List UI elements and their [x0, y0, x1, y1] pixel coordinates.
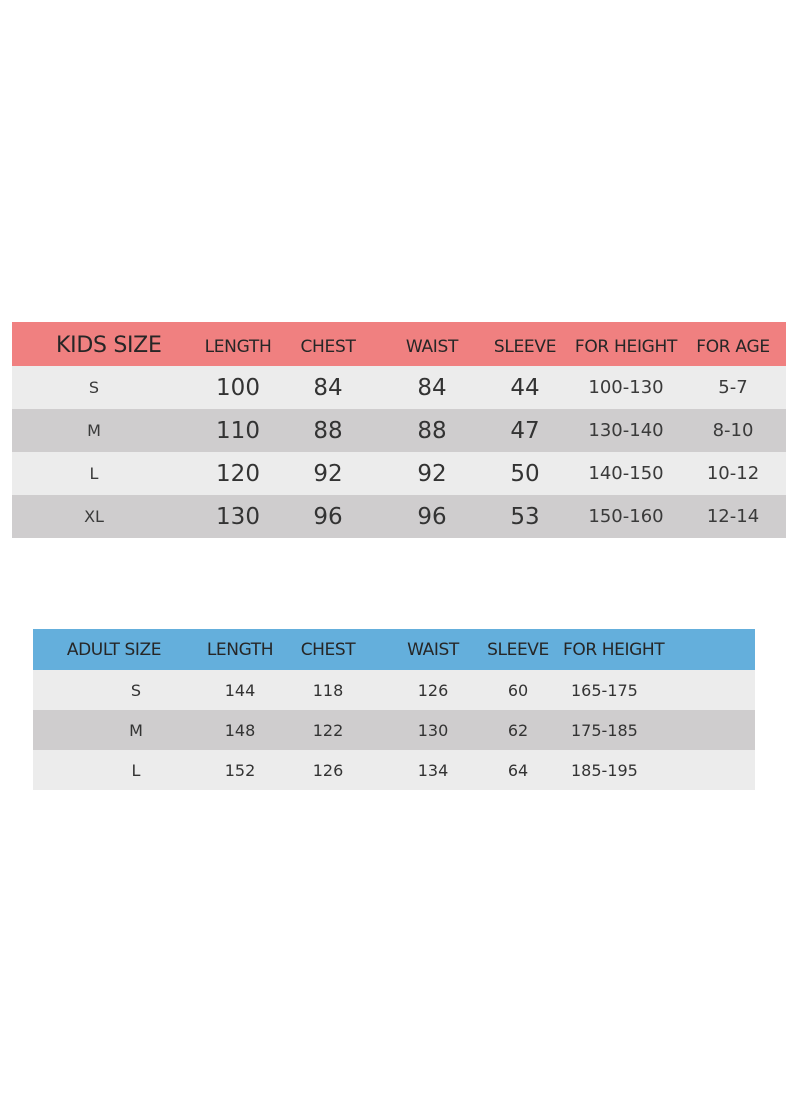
size-cell: M	[87, 421, 101, 440]
kids-header-waist: WAIST	[405, 337, 459, 357]
adult-header-sleeve: SLEEVE	[487, 639, 549, 660]
age-cell: 5-7	[718, 377, 748, 398]
sleeve-cell: 62	[507, 720, 529, 740]
chest-cell: 122	[312, 720, 344, 740]
sleeve-cell: 64	[507, 760, 529, 780]
length-cell: 148	[224, 720, 256, 740]
table-row	[33, 750, 755, 790]
adult-header-length: LENGTH	[206, 639, 274, 660]
length-cell: 120	[216, 460, 260, 487]
table-row	[12, 366, 786, 409]
table-row	[33, 710, 755, 750]
length-cell: 100	[216, 374, 260, 401]
chest-cell: 96	[313, 503, 343, 530]
kids-header-for-height: FOR HEIGHT	[574, 337, 678, 357]
waist-cell: 84	[417, 374, 447, 401]
height-cell: 150-160	[588, 506, 664, 527]
sleeve-cell: 44	[510, 374, 540, 401]
age-cell: 8-10	[712, 420, 754, 441]
height-cell: 165-175	[571, 680, 638, 700]
kids-header-sleeve: SLEEVE	[493, 337, 557, 357]
waist-cell: 130	[417, 720, 449, 740]
chest-cell: 126	[312, 760, 344, 780]
size-cell: L	[131, 760, 141, 780]
table-row	[12, 495, 786, 538]
chest-cell: 84	[313, 374, 343, 401]
waist-cell: 134	[417, 760, 449, 780]
kids-header-chest: CHEST	[300, 337, 356, 357]
chest-cell: 92	[313, 460, 343, 487]
chest-cell: 88	[313, 417, 343, 444]
sleeve-cell: 50	[510, 460, 540, 487]
waist-cell: 126	[417, 680, 449, 700]
table-row	[12, 452, 786, 495]
kids-size-table	[12, 322, 786, 538]
age-cell: 12-14	[706, 506, 760, 527]
sleeve-cell: 60	[507, 680, 529, 700]
kids-header-length: LENGTH	[204, 337, 272, 357]
height-cell: 130-140	[588, 420, 664, 441]
length-cell: 144	[224, 680, 256, 700]
height-cell: 100-130	[588, 377, 664, 398]
height-cell: 175-185	[571, 720, 638, 740]
table-row	[12, 409, 786, 452]
length-cell: 110	[216, 417, 260, 444]
length-cell: 130	[216, 503, 260, 530]
chest-cell: 118	[312, 680, 344, 700]
size-cell: XL	[84, 507, 104, 526]
length-cell: 152	[224, 760, 256, 780]
size-cell: L	[89, 464, 99, 483]
adult-header-chest: CHEST	[300, 639, 356, 660]
sleeve-cell: 47	[510, 417, 540, 444]
adult-size-table	[33, 629, 755, 790]
size-cell: S	[130, 680, 142, 700]
adult-header-for-height: FOR HEIGHT	[563, 639, 665, 660]
sleeve-cell: 53	[510, 503, 540, 530]
height-cell: 185-195	[571, 760, 638, 780]
age-cell: 10-12	[706, 463, 760, 484]
waist-cell: 92	[417, 460, 447, 487]
size-cell: M	[129, 720, 143, 740]
kids-header-for-age: FOR AGE	[696, 337, 770, 357]
size-cell: S	[88, 378, 100, 397]
waist-cell: 88	[417, 417, 447, 444]
adult-header-size: ADULT SIZE	[66, 639, 162, 660]
height-cell: 140-150	[588, 463, 664, 484]
table-row	[33, 670, 755, 710]
kids-header-row	[12, 322, 786, 366]
adult-header-row	[33, 629, 755, 670]
waist-cell: 96	[417, 503, 447, 530]
adult-header-waist: WAIST	[407, 639, 459, 660]
kids-header-size: KIDS SIZE	[56, 332, 162, 358]
